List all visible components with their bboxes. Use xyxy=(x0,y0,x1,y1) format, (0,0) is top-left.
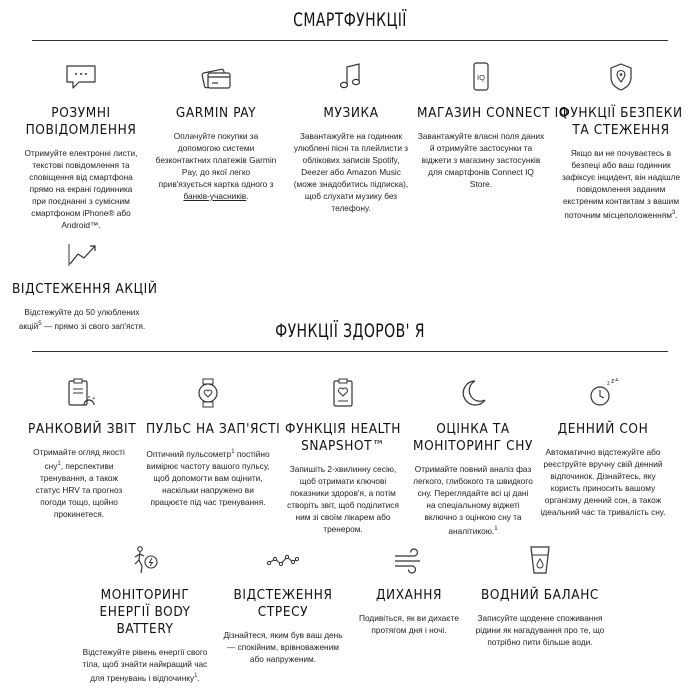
feature-smart-notifications xyxy=(22,62,140,231)
feature-title: ВІДСТЕЖЕННЯ АКЦІЙ xyxy=(12,281,158,297)
feature-title: GARMIN PAY xyxy=(175,105,257,121)
feature-description: Отримайте огляд якості сну$^1$, перспективи тренування, а також статус HRV та прогноз погоди тощо, щойно прокинетеся. xyxy=(33,447,125,519)
feature-stress-tracking xyxy=(222,545,344,665)
feature-title: ФУНКЦІЯ HEALTH SNAPSHOT™ xyxy=(285,421,401,454)
feature-wrist-heart-rate xyxy=(146,378,281,508)
feature-safety-tracking xyxy=(556,62,686,221)
feature-music xyxy=(290,62,412,214)
feature-title: ДЕННИЙ СОН xyxy=(557,421,649,437)
feature-title: ПУЛЬС НА ЗАП'ЯСТІ xyxy=(146,421,281,437)
feature-breathing xyxy=(350,545,468,636)
feature-description: Запишіть 2-хвилинну сесію, щоб отримати ключові показники здоров'я, а потім створіть звіт, щоб поділитися ним зі своїм лікарем або тренером. xyxy=(287,464,399,534)
feature-description: Завантажуйте на годинник улюблені пісні та плейлисти з облікових записів Spotify, Deezer або Amazon Music (може знадобитись підписка), щоб слухати музику без телефону. xyxy=(293,131,409,213)
feature-nap xyxy=(540,378,666,518)
svg-text:z: z xyxy=(607,381,610,387)
feature-title: ВІДСТЕЖЕННЯ СТРЕСУ xyxy=(233,587,333,620)
feature-title: ВОДНИЙ БАЛАНС xyxy=(480,587,600,603)
feature-description: Якщо ви не почуваєтесь в безпеці або ваш годинник зафіксує інцидент, він надішле повідомлення заданим екстреним контактам з вашим поточним місцеположенням$^3$. xyxy=(561,148,681,220)
feature-description: Подивіться, як ви дихаєте протягом дня і ночі. xyxy=(359,613,459,635)
feature-health-snapshot xyxy=(282,378,404,535)
health-clipboard-icon xyxy=(326,378,360,408)
feature-title: ФУНКЦІЇ БЕЗПЕКИ ТА СТЕЖЕННЯ xyxy=(559,105,683,138)
feature-description: Завантажуйте власні поля даних й отримуйте застосунки та віджети з магазину застосунків для смартфонів Connect IQ Store. xyxy=(417,131,545,189)
feature-body-battery xyxy=(80,545,210,684)
water-glass-icon xyxy=(523,545,557,575)
morning-report-icon xyxy=(62,378,96,408)
svg-text:z: z xyxy=(615,378,619,383)
trend-line-icon xyxy=(65,240,99,270)
feature-description: Відстежуйте рівень енергії свого тіла, щоб знайти найкращий час для тренувань і відпочинку$^1$. xyxy=(82,647,208,683)
feature-description: Дізнайтеся, яким був ваш день — спокійним, врівноваженим або напруженим. xyxy=(223,630,343,664)
feature-description: Отримайте повний аналіз фаз легкого, глибокого та швидкого сну. Переглядайте всі ці дані на спеціальному віджеті включно з оцінкою сну та аналітикою.$^1$ xyxy=(413,464,533,536)
feature-description: Оплачуйте покупки за допомогою системи безконтактних платежів Garmin Pay, до якої легко прив'язується картка одного з банків-учасників. xyxy=(155,131,277,201)
section-divider xyxy=(32,40,668,41)
feature-hydration xyxy=(472,545,608,648)
svg-text:z: z xyxy=(611,378,615,385)
stress-wave-icon xyxy=(266,545,300,575)
feature-stock-tracking xyxy=(12,240,158,332)
nap-clock-icon xyxy=(586,378,620,408)
feature-title: РАНКОВИЙ ЗВІТ xyxy=(28,421,137,437)
feature-title: МОНІТОРИНГ ЕНЕРГІЇ BODY BATTERY xyxy=(99,587,191,637)
watch-heart-icon xyxy=(191,378,225,408)
wind-icon xyxy=(392,545,426,575)
feature-description: Автоматично відстежуйте або реєструйте вручну свій денний відпочинок. Дізнайтесь, яку користь приносить вашому організму денний сон, а також ідеальний час та тривалість сну. xyxy=(540,447,666,517)
banks-link[interactable]: банків-учасників xyxy=(183,191,247,201)
feature-title: МУЗИКА xyxy=(323,105,379,121)
feature-description: Відстежуйте до 50 улюблених акцій$^5$ — прямо зі свого зап'ястя. xyxy=(18,307,146,331)
feature-description: Отримуйте електронні листи, текстові повідомлення та сповіщення від смартфона прямо на екрані годинника при поєднанні з сумісним смартфоном iPhone® або Android™. xyxy=(24,148,138,230)
feature-description: Оптичний пульсометр$^1$ постійно вимірює частоту вашого пульсу, щоб допомогти вам оцінити, наскільки напружено ви працюєте під час тренування. xyxy=(146,448,270,507)
feature-title: МАГАЗИН CONNECT IQ xyxy=(417,105,569,121)
feature-sleep-monitoring xyxy=(412,378,534,537)
feature-connect-iq-store xyxy=(417,62,569,190)
connect-iq-icon xyxy=(464,62,498,92)
section-title-smart: СМАРТФУНКЦІЇ xyxy=(293,9,407,31)
feature-morning-report xyxy=(28,378,137,520)
feature-title: ДИХАННЯ xyxy=(375,587,443,603)
feature-title: РОЗУМНІ ПОВІДОМЛЕННЯ xyxy=(25,105,137,138)
svg-text:IQ: IQ xyxy=(477,73,485,82)
chat-bubble-icon xyxy=(64,62,98,92)
section-divider xyxy=(32,351,668,352)
music-note-icon xyxy=(334,62,368,92)
crescent-moon-icon xyxy=(456,378,490,408)
feature-garmin-pay xyxy=(155,62,277,202)
feature-title: ОЦІНКА ТА МОНІТОРИНГ СНУ xyxy=(413,421,533,454)
section-title-health: ФУНКЦІЇ ЗДОРОВ' Я xyxy=(275,320,425,342)
feature-description: Записуйте щоденне споживання рідини як нагадування про те, що потрібно пити більше води. xyxy=(475,613,605,647)
body-battery-icon xyxy=(128,545,162,575)
shield-location-icon xyxy=(604,62,638,92)
credit-cards-icon xyxy=(199,62,233,92)
